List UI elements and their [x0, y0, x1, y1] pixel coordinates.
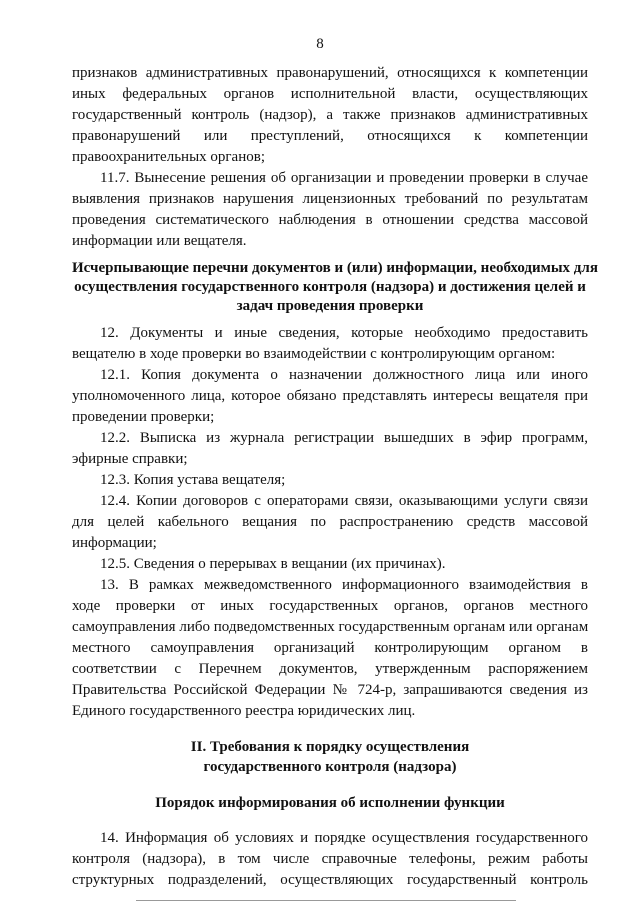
paragraph-line: соответствии с Перечнем документов, утвержденным распоряжением — [72, 661, 588, 677]
section-heading: осуществления государственного контроля (надзора) и достижения целей и — [74, 279, 586, 295]
paragraph-line: вещателю в ходе проверки во взаимодействии с контролирующим органом: — [72, 346, 556, 362]
paragraph-line: информации; — [72, 535, 157, 551]
scan-edge-divider — [136, 900, 516, 901]
section-title: государственного контроля (надзора) — [203, 759, 457, 775]
section-title: II. Требования к порядку осуществления — [190, 739, 470, 755]
page-number: 8 — [316, 36, 324, 52]
paragraph-line: 14. Информация об условиях и порядке осуществления государственного — [100, 830, 588, 846]
paragraph-line: правонарушений или преступлений, относящихся к компетенции — [72, 128, 588, 144]
paragraph-line: эфирные справки; — [72, 451, 188, 467]
paragraph-line: иных федеральных органов исполнительной власти, осуществляющих — [72, 86, 588, 102]
paragraph-line: 12. Документы и иные сведения, которые необходимо предоставить — [100, 325, 588, 341]
paragraph-line: 12.4. Копии договоров с операторами связи, оказывающими услуги связи — [100, 493, 588, 509]
paragraph-line: ходе проверки от иных государственных органов, органов местного — [72, 598, 588, 614]
paragraph-line: проведения систематического наблюдения в отношении средства массовой — [72, 212, 588, 228]
paragraph-line: Единого государственного реестра юридических лиц. — [72, 703, 416, 719]
paragraph-line: 12.3. Копия устава вещателя; — [100, 472, 286, 488]
paragraph-line: признаков административных правонарушений, относящихся к компетенции — [72, 65, 588, 81]
section-heading: Исчерпывающие перечни документов и (или) информации, необходимых для — [72, 260, 598, 276]
paragraph-line: проведении проверки; — [72, 409, 215, 425]
section-heading: задач проведения проверки — [236, 298, 424, 314]
paragraph-line: местного самоуправления организаций контролирующим органом в — [72, 640, 588, 656]
paragraph-line: 13. В рамках межведомственного информационного взаимодействия в — [100, 577, 588, 593]
paragraph-line: для целей кабельного вещания по распространению средств массовой — [72, 514, 588, 530]
paragraph-line: информации или вещателя. — [72, 233, 247, 249]
paragraph-line: уполномоченного лица, которое обязано представлять интересы вещателя при — [72, 388, 588, 404]
paragraph-line: контроля (надзора), в том числе справочные телефоны, режим работы — [72, 851, 588, 867]
paragraph-line: правоохранительных органов; — [72, 149, 265, 165]
paragraph-line: 12.2. Выписка из журнала регистрации вышедших в эфир программ, — [100, 430, 588, 446]
paragraph-line: 11.7. Вынесение решения об организации и проведении проверки в случае — [100, 170, 588, 186]
paragraph-line: 12.5. Сведения о перерывах в вещании (их причинах). — [100, 556, 446, 572]
paragraph-line: выявления признаков нарушения лицензионных требований по результатам — [72, 191, 588, 207]
paragraph-line: самоуправления либо подведомственных государственным органам или органам — [72, 619, 589, 635]
paragraph-line: Правительства Российской Федерации № 724-р, запрашиваются сведения из — [72, 682, 588, 698]
paragraph-line: государственный контроль (надзор), а также признаков административных — [72, 107, 588, 123]
paragraph-line: 12.1. Копия документа о назначении должностного лица или иного — [100, 367, 588, 383]
subsection-heading: Порядок информирования об исполнении функции — [155, 795, 505, 811]
paragraph-line: структурных подразделений, осуществляющих государственный контроль — [72, 872, 588, 888]
